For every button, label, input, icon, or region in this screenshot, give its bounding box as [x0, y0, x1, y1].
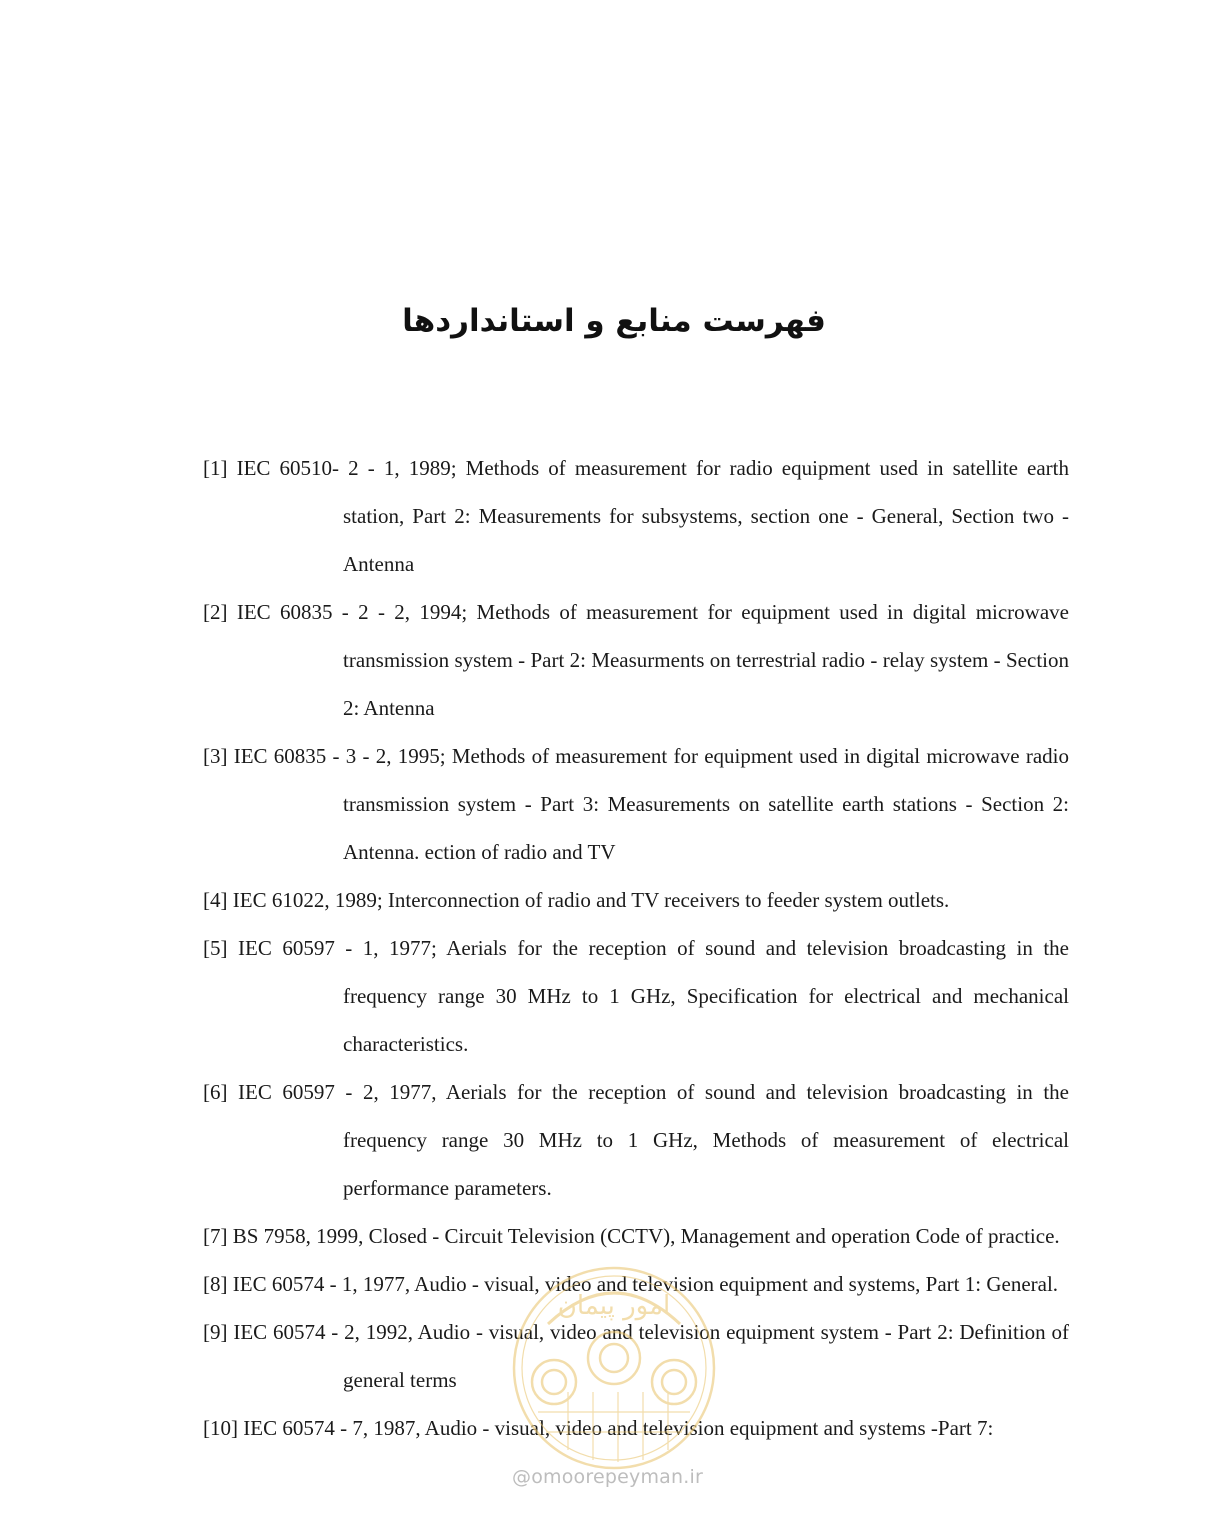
reference-text: IEC 60597 - 2, 1977, Aerials for the reception of sound and television broadcasting in the frequency range 30 MHz to 1 GHz, Methods of measurement of electrical performance parameters.: [227, 1080, 1069, 1200]
reference-text: IEC 61022, 1989; Interconnection of radio and TV receivers to feeder system outlets.: [227, 888, 950, 912]
reference-item: [203, 588, 1069, 732]
reference-item: [203, 924, 1069, 1068]
reference-number: [1]: [203, 456, 228, 480]
reference-number: [3]: [203, 744, 228, 768]
reference-text: IEC 60510- 2 - 1, 1989; Methods of measurement for radio equipment used in satellite earth station, Part 2: Measurements for subsystems, section one - General, Section two - Antenna: [227, 456, 1069, 576]
reference-number: [9]: [203, 1320, 228, 1344]
reference-item: [203, 1212, 1069, 1260]
reference-item: [203, 444, 1069, 588]
reference-text: IEC 60835 - 2 - 2, 1994; Methods of measurement for equipment used in digital microwave transmission system - Part 2: Measurments on terrestrial radio - relay system - Section 2: Antenna: [227, 600, 1069, 720]
reference-text: IEC 60597 - 1, 1977; Aerials for the reception of sound and television broadcasting in the frequency range 30 MHz to 1 GHz, Specification for electrical and mechanical characteristics.: [227, 936, 1069, 1056]
reference-text: BS 7958, 1999, Closed - Circuit Television (CCTV), Management and operation Code of practice.: [227, 1224, 1060, 1248]
reference-item: [203, 876, 1069, 924]
reference-number: [6]: [203, 1080, 228, 1104]
reference-text: IEC 60574 - 2, 1992, Audio - visual, video and television equipment system - Part 2: Definition of general terms: [227, 1320, 1069, 1392]
reference-text: IEC 60835 - 3 - 2, 1995; Methods of measurement for equipment used in digital microwave radio transmission system - Part 3: Measurements on satellite earth stations - Section 2: Antenna. ection of radio and TV: [227, 744, 1069, 864]
reference-text: IEC 60574 - 7, 1987, Audio - visual, video and television equipment and systems -Part 7:: [238, 1416, 994, 1440]
reference-number: [7]: [203, 1224, 228, 1248]
reference-item: [203, 732, 1069, 876]
page-title: فهرست منابع و استانداردها: [402, 303, 826, 339]
watermark-site-text: @omoorepeyman.ir: [512, 1466, 703, 1488]
reference-text: IEC 60574 - 1, 1977, Audio - visual, video and television equipment and systems, Part 1: General.: [227, 1272, 1059, 1296]
reference-number: [2]: [203, 600, 228, 624]
watermark-logo-text: امور پیمان: [557, 1291, 671, 1321]
reference-item: [203, 1068, 1069, 1212]
reference-number: [5]: [203, 936, 228, 960]
reference-number: [4]: [203, 888, 228, 912]
watermark-seal-icon: [508, 1262, 720, 1474]
reference-number: [8]: [203, 1272, 228, 1296]
reference-number: [10]: [203, 1416, 238, 1440]
